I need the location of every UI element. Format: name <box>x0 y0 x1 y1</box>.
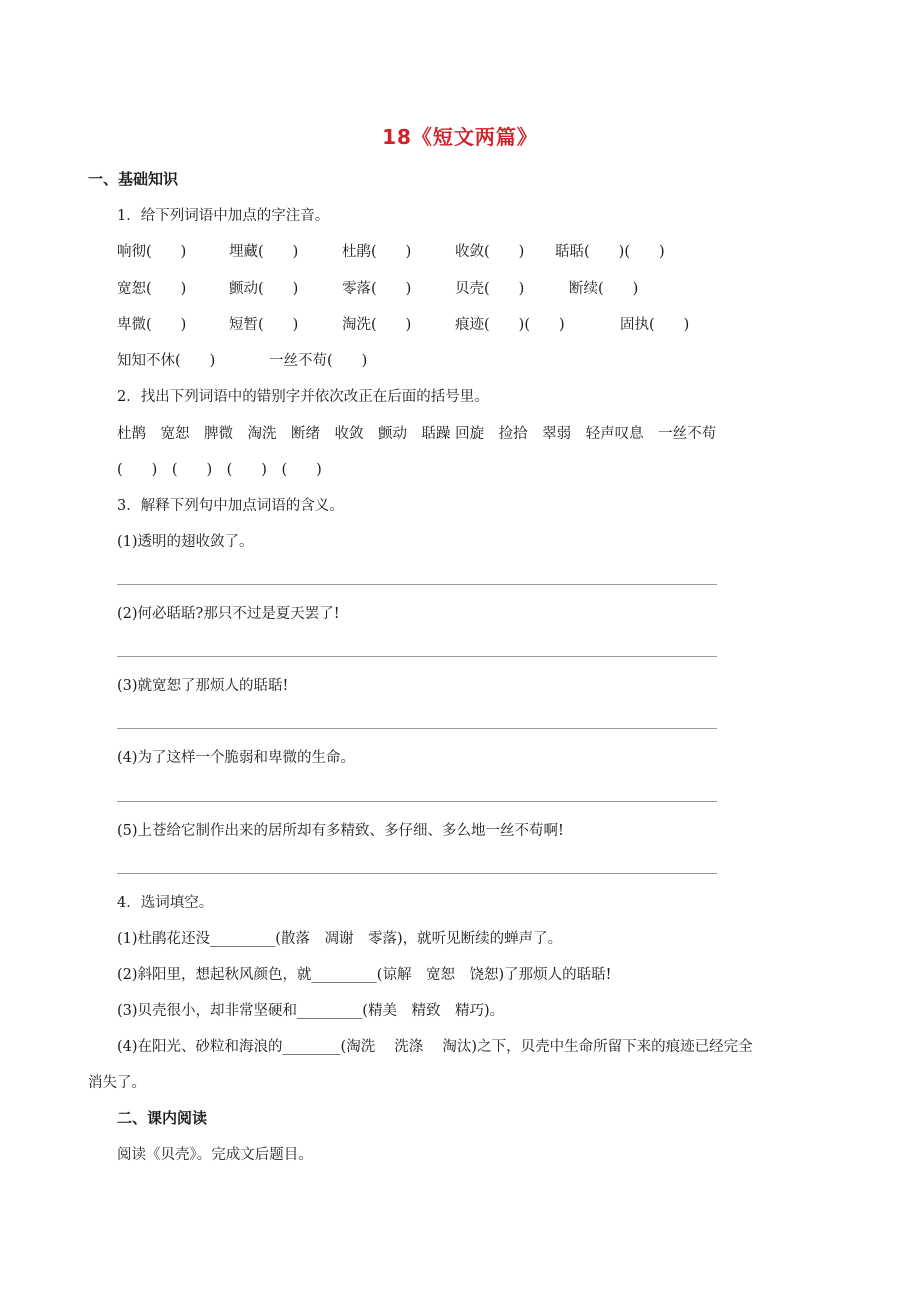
pinyin-item: 一丝不苟( ) <box>269 353 368 369</box>
reading-prompt: 阅读《贝壳》。完成文后题目。 <box>117 1147 313 1163</box>
answer-line <box>117 728 717 729</box>
pinyin-item: 断续( ) <box>569 281 639 297</box>
pinyin-item: 聒聒( )( ) <box>555 244 665 260</box>
pinyin-item: 痕迹( )( ) <box>455 317 565 333</box>
question-2-words: 杜鹊 宽恕 脾微 淘洗 断绪 收敛 颤动 聒躁 回旋 捡拾 翠弱 轻声叹息 一丝不苟 <box>117 426 717 442</box>
question-1-prompt: 1．给下列词语中加点的字注音。 <box>117 208 330 224</box>
answer-line <box>117 873 717 874</box>
question-3-item: (4)为了这样一个脆弱和卑微的生命。 <box>117 750 356 766</box>
question-4-item-continuation: 消失了。 <box>88 1075 146 1091</box>
pinyin-item: 收敛( ) <box>455 244 525 260</box>
question-4-prompt: 4．选词填空。 <box>117 895 214 911</box>
question-4-item: (2)斜阳里，想起秋风颜色，就_________(谅解 宽恕 饶恕)了那烦人的聒聒! <box>117 967 612 983</box>
answer-line <box>117 656 717 657</box>
pinyin-item: 杜鹃( ) <box>342 244 412 260</box>
pinyin-item: 淘洗( ) <box>342 317 412 333</box>
question-3-item: (2)何必聒聒?那只不过是夏天罢了! <box>117 606 340 622</box>
section-heading-reading: 二、课内阅读 <box>117 1109 208 1127</box>
pinyin-item: 响彻( ) <box>117 244 187 260</box>
answer-line <box>117 584 717 585</box>
pinyin-item: 埋藏( ) <box>229 244 299 260</box>
answer-line <box>117 801 717 802</box>
pinyin-item: 颤动( ) <box>229 281 299 297</box>
question-2-prompt: 2．找出下列词语中的错别字并依次改正在后面的括号里。 <box>117 389 489 405</box>
pinyin-item: 固执( ) <box>620 317 690 333</box>
question-4-item: (4)在阳光、砂粒和海浪的________(淘洗 洗涤 淘汰)之下，贝壳中生命所留下来的痕迹已经完全 <box>117 1039 753 1055</box>
page-title: 18《短文两篇》 <box>382 125 538 149</box>
pinyin-item: 卑微( ) <box>117 317 187 333</box>
question-3-prompt: 3．解释下列句中加点词语的含义。 <box>117 498 344 514</box>
pinyin-item: 贝壳( ) <box>455 281 525 297</box>
section-heading-basics: 一、基础知识 <box>88 170 179 188</box>
question-2-blanks: ( ) ( ) ( ) ( ) <box>117 462 322 478</box>
pinyin-item: 知知不休( ) <box>117 353 216 369</box>
question-4-item: (3)贝壳很小，却非常坚硬和_________(精美 精致 精巧)。 <box>117 1003 505 1019</box>
question-3-item: (3)就宽恕了那烦人的聒聒! <box>117 678 289 694</box>
pinyin-item: 零落( ) <box>342 281 412 297</box>
question-3-item: (1)透明的翅收敛了。 <box>117 534 254 550</box>
pinyin-item: 宽恕( ) <box>117 281 187 297</box>
pinyin-item: 短暂( ) <box>229 317 299 333</box>
question-3-item: (5)上苍给它制作出来的居所却有多精致、多仔细、多么地一丝不苟啊! <box>117 823 564 839</box>
question-4-item: (1)杜鹃花还没_________(散落 凋谢 零落)，就听见断续的蝉声了。 <box>117 931 563 947</box>
